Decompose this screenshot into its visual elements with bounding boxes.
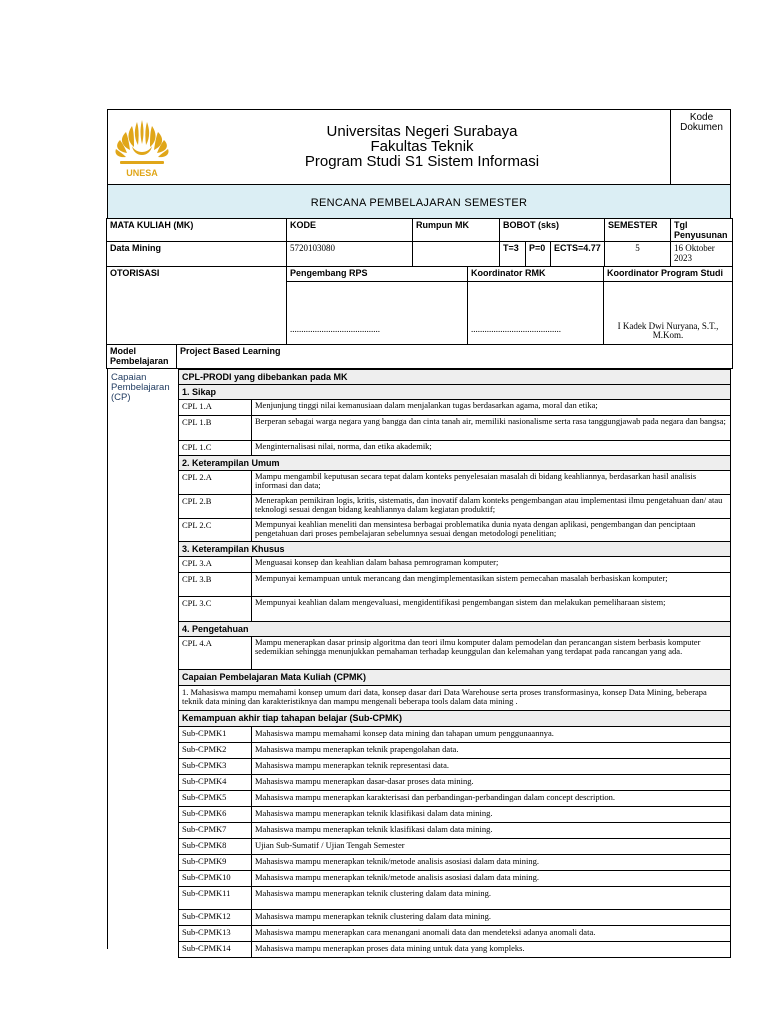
- subcpmk-list: [179, 727, 730, 958]
- cpl-text: Menginternalisasi nilai, norma, dan etika akademik;: [255, 441, 432, 451]
- cpl-row: [178, 441, 731, 456]
- model-label: Model Pembelajaran: [107, 345, 177, 369]
- cpmk-text: 1. Mahasiswa mampu memahami konsep umum dari data, konsep dasar dari Data Warehouse serta proses transformasinya, konsep Data Mining, beberapa teknik data mining dan karakteristiknya dan mampu mengenali beberapa tools dalam data mining .: [182, 687, 707, 706]
- cpl-code: CPL 3.B: [179, 573, 252, 596]
- khusus-header: 3. Keterampilan Khusus: [178, 542, 731, 557]
- subcpmk-code: Sub-CPMK3: [179, 759, 252, 774]
- bobot-t: T=3: [500, 242, 526, 267]
- subcpmk-code: Sub-CPMK14: [179, 942, 252, 957]
- bobot-p: P=0: [526, 242, 551, 267]
- model-table: [106, 344, 733, 369]
- subcpmk-row: [178, 942, 731, 958]
- subcpmk-text: Mahasiswa mampu menerapkan dasar-dasar proses data mining.: [255, 776, 474, 786]
- subcpmk-code: Sub-CPMK8: [179, 839, 252, 854]
- course-table: [106, 218, 733, 267]
- subcpmk-code: Sub-CPMK2: [179, 743, 252, 758]
- cpl-row: [178, 573, 731, 597]
- cpl-code: CPL 1.B: [179, 416, 252, 440]
- subcpmk-code: Sub-CPMK5: [179, 791, 252, 806]
- cpl-row: [178, 519, 731, 542]
- subcpmk-row: [178, 910, 731, 926]
- subcpmk-text: Mahasiswa mampu menerapkan teknik klasifikasi dalam data mining.: [255, 808, 493, 818]
- cpl-text: Mempunyai kemampuan untuk merancang dan mengimplementasikan sistem pemecahan masalah berbasiskan komputer;: [255, 573, 668, 583]
- cpmk-row: [178, 686, 731, 711]
- cpl-code: CPL 3.A: [179, 557, 252, 572]
- subcpmk-row: [178, 839, 731, 855]
- cpl-code: CPL 2.B: [179, 495, 252, 518]
- kode-dokumen: [670, 110, 732, 184]
- subcpmk-text: Ujian Sub-Sumatif / Ujian Tengah Semester: [255, 840, 405, 850]
- koordinator-prodi-label: Koordinator Program Studi: [604, 267, 733, 282]
- cp-content: [178, 369, 730, 958]
- rps-document: [107, 109, 731, 953]
- subcpmk-code: Sub-CPMK4: [179, 775, 252, 790]
- cpl-text: Mempunyai keahlian meneliti dan mensintesa berbagai problematika dunia nyata dengan aplikasi, pengembangan dan penciptaan pengetahuan dari proses pembelajaran sebelumnya sesuai dengan metodologi penelitian;: [255, 519, 696, 538]
- rps-title: RENCANA PEMBELAJARAN SEMESTER: [107, 184, 731, 218]
- cpl-row: [178, 471, 731, 495]
- header-mata-kuliah: MATA KULIAH (MK): [107, 219, 287, 242]
- unesa-logo: [110, 114, 174, 184]
- title-block: [174, 110, 670, 184]
- header-bobot: BOBOT (sks): [500, 219, 605, 242]
- program-name: Program Studi S1 Sistem Informasi: [304, 153, 540, 170]
- subcpmk-row: [178, 791, 731, 807]
- subcpmk-row: [178, 887, 731, 910]
- bobot-ects: ECTS=4.77: [551, 242, 605, 267]
- otorisasi-label: OTORISASI: [107, 267, 287, 345]
- koordinator-rmk-label: Koordinator RMK: [468, 267, 604, 282]
- model-value: Project Based Learning: [177, 345, 733, 369]
- cpl-row: [178, 400, 731, 416]
- course-name: Data Mining: [107, 242, 287, 267]
- subcpmk-row: [178, 759, 731, 775]
- subcpmk-header: Kemampuan akhir tiap tahapan belajar (Sub-CPMK): [178, 711, 731, 727]
- course-date: 16 Oktober 2023: [671, 242, 733, 267]
- cpl-text: Berperan sebagai warga negara yang bangga dan cinta tanah air, memiliki nasionalisme serta rasa tanggungjawab pada negara dan bangsa;: [255, 416, 726, 426]
- subcpmk-text: Mahasiswa mampu menerapkan cara menangani anomali data dan mendeteksi adanya anomali data.: [255, 927, 596, 937]
- cpl-code: CPL 1.A: [179, 400, 252, 415]
- kode-dokumen-label-2: Dokumen: [680, 122, 723, 133]
- subcpmk-code: Sub-CPMK12: [179, 910, 252, 925]
- header-semester: SEMESTER: [605, 219, 671, 242]
- subcpmk-code: Sub-CPMK7: [179, 823, 252, 838]
- cpl-row: [178, 637, 731, 670]
- course-rumpun: [413, 242, 500, 267]
- subcpmk-text: Mahasiswa mampu memahami konsep data mining dan tahapan umum penggunaannya.: [255, 728, 554, 738]
- cpl-text: Menerapkan pemikiran logis, kritis, sistematis, dan inovatif dalam konteks pengembangan atau implementasi ilmu pengetahuan dan/ atau teknologi sesuai dengan bidang keahliannya dalam kegiatan produktif;: [255, 495, 723, 514]
- subcpmk-text: Mahasiswa mampu menerapkan teknik prapengolahan data.: [255, 744, 459, 754]
- subcpmk-code: Sub-CPMK10: [179, 871, 252, 886]
- subcpmk-text: Mahasiswa mampu menerapkan proses data mining untuk data yang kompleks.: [255, 943, 525, 953]
- subcpmk-row: [178, 775, 731, 791]
- svg-text:UNESA: UNESA: [126, 168, 158, 178]
- cpl-row: [178, 557, 731, 573]
- subcpmk-code: Sub-CPMK6: [179, 807, 252, 822]
- subcpmk-row: [178, 807, 731, 823]
- cp-label: Capaian Pembelajaran (CP): [111, 372, 170, 403]
- kaprodi-name-line2: M.Kom.: [652, 330, 684, 340]
- cpl-text: Menjunjung tinggi nilai kemanusiaan dalam menjalankan tugas berdasarkan agama, moral dan etika;: [255, 400, 598, 410]
- subcpmk-text: Mahasiswa mampu menerapkan teknik klasifikasi dalam data mining.: [255, 824, 493, 834]
- cpl-code: CPL 2.C: [179, 519, 252, 541]
- cpl-header: CPL-PRODI yang dibebankan pada MK: [178, 369, 731, 385]
- subcpmk-code: Sub-CPMK11: [179, 887, 252, 909]
- cpl-row: [178, 495, 731, 519]
- cpl-text: Mampu menerapkan dasar prinsip algoritma dan teori ilmu komputer dalam pemodelan dan perancangan sistem berbasis komputer sedemikian sehingga menunjukkan pemahaman terhadap keunggulan dan kelemahan yang terdapat pada rancangan yang ada.: [255, 637, 701, 656]
- subcpmk-text: Mahasiswa mampu menerapkan teknik representasi data.: [255, 760, 450, 770]
- faculty-name: Fakultas Teknik: [370, 138, 474, 155]
- header-tgl: Tgl Penyusunan: [671, 219, 733, 242]
- kaprodi-name-line1: I Kadek Dwi Nuryana, S.T.,: [617, 321, 719, 331]
- cpl-code: CPL 4.A: [179, 637, 252, 669]
- document-header: [107, 109, 731, 184]
- subcpmk-row: [178, 823, 731, 839]
- cpl-row: [178, 416, 731, 441]
- cpl-row: [178, 597, 731, 622]
- kaprodi-signature: [604, 282, 733, 345]
- cpl-code: CPL 3.C: [179, 597, 252, 621]
- subcpmk-row: [178, 871, 731, 887]
- cp-section: [107, 369, 731, 953]
- pengetahuan-header: 4. Pengetahuan: [178, 622, 731, 637]
- subcpmk-text: Mahasiswa mampu menerapkan karakterisasi dan perbandingan-perbandingan dalam concept description.: [255, 792, 615, 802]
- cpl-text: Menguasai konsep dan keahlian dalam bahasa pemrograman komputer;: [255, 557, 499, 567]
- subcpmk-code: Sub-CPMK1: [179, 727, 252, 742]
- subcpmk-row: [178, 855, 731, 871]
- course-code: 5720103080: [287, 242, 413, 267]
- umum-header: 2. Keterampilan Umum: [178, 456, 731, 471]
- cpmk-header: Capaian Pembelajaran Mata Kuliah (CPMK): [178, 670, 731, 686]
- subcpmk-code: Sub-CPMK13: [179, 926, 252, 941]
- subcpmk-row: [178, 926, 731, 942]
- cpl-code: CPL 1.C: [179, 441, 252, 455]
- pengembang-rps-label: Pengembang RPS: [287, 267, 468, 282]
- subcpmk-code: Sub-CPMK9: [179, 855, 252, 870]
- otorisasi-table: [106, 266, 733, 345]
- subcpmk-text: Mahasiswa mampu menerapkan teknik clustering dalam data mining.: [255, 911, 492, 921]
- course-semester: 5: [605, 242, 671, 267]
- university-name: Universitas Negeri Surabaya: [326, 123, 518, 140]
- header-rumpun: Rumpun MK: [413, 219, 500, 242]
- subcpmk-text: Mahasiswa mampu menerapkan teknik/metode analisis asosiasi dalam data mining.: [255, 872, 539, 882]
- subcpmk-row: [178, 727, 731, 743]
- kode-dokumen-label-1: Kode: [689, 112, 714, 123]
- rmk-signature: ........................................: [468, 282, 604, 345]
- header-kode: KODE: [287, 219, 413, 242]
- subcpmk-text: Mahasiswa mampu menerapkan teknik clustering dalam data mining.: [255, 888, 492, 898]
- subcpmk-text: Mahasiswa mampu menerapkan teknik/metode analisis asosiasi dalam data mining.: [255, 856, 539, 866]
- cpl-code: CPL 2.A: [179, 471, 252, 494]
- subcpmk-row: [178, 743, 731, 759]
- cpl-text: Mempunyai keahlian dalam mengevaluasi, mengidentifikasi pengembangan sistem dan melakukan pemeliharaan sistem;: [255, 597, 666, 607]
- cpl-text: Mampu mengambil keputusan secara tepat dalam konteks penyelesaian masalah di bidang keahliannya, berdasarkan hasil analisis informasi dan data;: [255, 471, 697, 490]
- sikap-header: 1. Sikap: [178, 385, 731, 400]
- pengembang-signature: ........................................: [287, 282, 468, 345]
